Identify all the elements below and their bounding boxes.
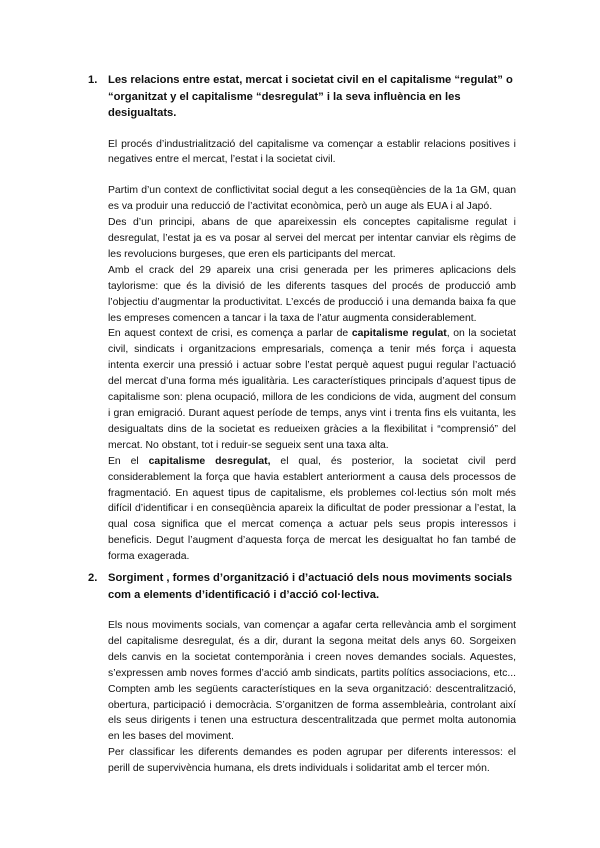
paragraph-capitalisme-desregulat <box>108 454 516 565</box>
paragraph-text: En el <box>108 455 149 467</box>
term-capitalisme-desregulat: capitalisme desregulat, <box>148 455 271 467</box>
paragraph: El procés d’industrialització del capitalisme va començar a establir relacions positives i negatives entre el mercat, l’estat i la societat civil. <box>108 138 516 166</box>
term-capitalisme-regulat: capitalisme regulat <box>351 328 447 340</box>
section-2-number: 2. <box>88 572 98 584</box>
paragraph: Per classificar les diferents demandes es poden agrupar per diferents interessos: el perill de supervivència humana, els drets individuals i solidaritat amb el tercer món. <box>108 747 516 775</box>
paragraph-capitalisme-regulat <box>108 326 516 453</box>
section-1-title: Les relacions entre estat, mercat i societat civil en el capitalisme “regulat” o “organitzat y el capitalisme “desregulat” i la seva influència en les desigualtats. <box>108 74 513 119</box>
paragraph: Des d’un principi, abans de que apareixessin els conceptes capitalisme regulat i desregulat, l’estat ja es va posar al servei del mercat per intentar canviar els règims de les revolucions burgeses, que eren els participants del mercat. <box>108 217 516 260</box>
section-1-body <box>82 137 516 566</box>
section-1-heading <box>82 72 516 122</box>
section-1 <box>82 72 516 565</box>
section-2 <box>82 570 516 777</box>
paragraph-text: el qual, és posterior, la societat civil perd considerablement la força que havia establert anteriorment a causa dels processos de fragmentació. En aquest tipus de capitalisme, els problemes col·lectius són molt més difícil d’identificar i en conseqüència apareix la dificultat de poder pressionar a l’estat, la qual cosa significa que el mercat comença a actuar pels seus propis interessos i beneficis. Degut l’augment d’aquesta força de mercat les desigualtat ho fan també de forma exagerada. <box>108 455 517 563</box>
section-2-title: Sorgiment , formes d’organització i d’actuació dels nous moviments socials com a elements d’identificació i d’acció col·lectiva. <box>108 572 513 601</box>
section-2-body <box>82 618 516 777</box>
section-1-number: 1. <box>88 74 98 86</box>
paragraph: Els nous moviments socials, van començar a agafar certa rellevància amb el sorgiment del capitalisme desregulat, és a dir, durant la segona meitat dels anys 60. Sorgeixen dels canvis en la societat contemporània i creen noves demandes socials. Aquestes, s’expressen amb noves formes d’acció amb sindicats, partits polítics associacions, etc... Compten amb les següents característiques en la seva organització: descentralització, obertura, participació i democràcia. S’organitzen de forma assembleària, controlant així els seus dirigents i tenen una estructura descentralitzada que permet molta autonomia en les bases del moviment. <box>108 620 516 743</box>
section-2-heading <box>82 570 516 603</box>
paragraph-text: En aquest context de crisi, es comença a parlar de <box>108 328 352 340</box>
paragraph-text: , on la societat civil, sindicats i organitzacions empresarials, comença a tenir més força i aquesta intenta exercir una pressió i actuar sobre l’estat perquè aquest pugui regular l’actuació del mercat d’una forma més igualitària. Les característiques principals d’aquest tipus de capitalisme son: plena ocupació, millora de les condicions de vida, augment del consum i gran emigració. Durant aquest període de temps, anys vint i trenta fins els vuitanta, les desigualtats dins de la societat es redueixen gràcies a la flexibilitat i “comprensió” del mercat. No obstant, tot i reduir-se segueix sent una taxa alta. <box>108 328 516 451</box>
paragraph: Partim d’un context de conflictivitat social degut a les conseqüències de la 1a GM, quan es va produir una reducció de l’activitat econòmica, però un auge als EUA i al Japó. <box>108 185 516 213</box>
paragraph: Amb el crack del 29 apareix una crisi generada per les primeres aplicacions dels taylorisme: que és la divisió de les diferents tasques del procés de producció amb l’objectiu d’augmentar la productivitat. L’excés de producció i una demanda baixa fa que les empreses comencen a tancar i la taxa de l’atur augmenta considerablement. <box>108 264 516 324</box>
